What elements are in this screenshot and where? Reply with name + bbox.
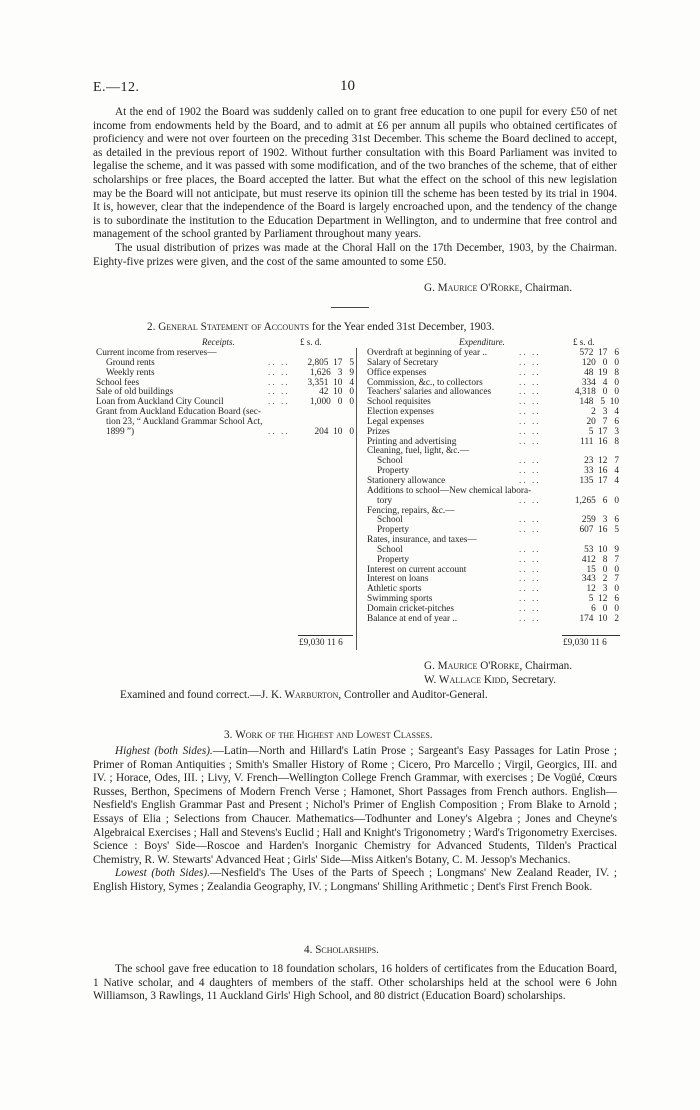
account-row-label: Balance at end of year .. bbox=[367, 613, 458, 624]
intro-signature-name: G. Maurice O'Rorke bbox=[424, 282, 520, 294]
account-row-amount: 1,265 6 0 bbox=[574, 495, 619, 506]
account-row-amount: 120 0 0 bbox=[581, 357, 619, 368]
account-row-label: School bbox=[377, 456, 403, 467]
account-row-label: Legal expenses bbox=[367, 416, 425, 427]
account-row-label: Weekly rents bbox=[106, 367, 155, 378]
account-row-label: Overdraft at beginning of year .. bbox=[367, 348, 488, 358]
account-row-label: Additions to school—New chemical labora- bbox=[367, 485, 532, 496]
accounts-heading-number: 2. bbox=[147, 321, 156, 333]
leader-dots: .. .. bbox=[519, 564, 541, 575]
expenditure-column-title: Expenditure. bbox=[459, 337, 505, 347]
intro-signature bbox=[424, 282, 572, 294]
leader-dots: .. .. bbox=[519, 367, 541, 378]
account-row-label: tion 23, “ Auckland Grammar School Act, bbox=[106, 416, 263, 427]
lowest-classes-text: —Nesfield's The Uses of the Parts of Speech ; Longmans' New Zealand Reader, IV. ; English History, Symes ; Zealandia Geography, IV. ; Longmans' Shilling Arithmetic ; Dent's First French Book. bbox=[93, 867, 618, 893]
account-row-label: Election expenses bbox=[367, 407, 434, 418]
leader-dots: .. .. bbox=[519, 515, 541, 526]
account-row-label: Stationery allowance bbox=[367, 475, 446, 486]
account-row-amount: 343 2 7 bbox=[581, 574, 619, 585]
account-row-label: Current income from reserves— bbox=[96, 348, 217, 358]
scholarships-heading-number: 4. bbox=[304, 944, 313, 956]
account-row-amount: 572 17 6 bbox=[579, 348, 619, 358]
leader-dots: .. .. bbox=[519, 377, 541, 388]
account-row-label: Commission, &c., to collectors bbox=[367, 377, 483, 388]
account-row-label: School bbox=[377, 515, 403, 526]
classes-heading bbox=[224, 729, 433, 741]
account-row-amount: 2,805 17 5 bbox=[307, 357, 354, 368]
receipts-total: £9,030 11 6 bbox=[299, 638, 343, 648]
account-row-label: Loan from Auckland City Council bbox=[96, 397, 224, 408]
leader-dots: .. .. bbox=[268, 426, 290, 437]
account-row-label: Salary of Secretary bbox=[367, 357, 439, 368]
account-row bbox=[367, 418, 619, 428]
leader-dots: .. .. bbox=[519, 525, 541, 536]
account-row-amount: 23 12 7 bbox=[584, 456, 619, 467]
scholarships-paragraph: The school gave free education to 18 foundation scholars, 16 holders of certificates from the Education Board, 1 Native scholar, and 4 daughters of members of the staff. Other scholarships held at the school were 6 John Williamson, 3 Rawlings, 11 Auckland Girls' High School, and 80 district (Education Board) scholarships. bbox=[93, 963, 617, 1003]
leader-dots: .. .. bbox=[519, 475, 541, 486]
account-row-label: Grant from Auckland Education Board (sec- bbox=[96, 407, 261, 418]
expenditure-total-rule bbox=[562, 635, 620, 636]
accounts-heading-caps: General Statement of Accounts bbox=[158, 321, 310, 333]
accounts-signature-1-role: , Chairman. bbox=[519, 660, 573, 672]
account-row-amount: 15 0 0 bbox=[586, 564, 619, 575]
classes-heading-caps: Work of the Highest and Lowest Classes. bbox=[235, 729, 433, 741]
leader-dots: .. .. bbox=[519, 544, 541, 555]
account-row-label: Prizes bbox=[367, 426, 390, 437]
account-row-amount: 111 16 8 bbox=[580, 436, 619, 447]
leader-dots: .. .. bbox=[519, 574, 541, 585]
leader-dots: .. .. bbox=[268, 377, 290, 388]
accounts-signature-1-name: G. Maurice O'Rorke bbox=[424, 660, 520, 672]
account-row-label: Printing and advertising bbox=[367, 436, 457, 447]
audit-statement-name: J. K. Warburton bbox=[261, 689, 339, 701]
leader-dots: .. .. bbox=[519, 348, 541, 358]
account-row-label: Property bbox=[377, 554, 410, 565]
intro-signature-role: , Chairman. bbox=[519, 282, 573, 294]
account-row-label: Office expenses bbox=[367, 367, 427, 378]
leader-dots: .. .. bbox=[519, 466, 541, 477]
leader-dots: .. .. bbox=[519, 436, 541, 447]
account-row-amount: 259 3 6 bbox=[581, 515, 619, 526]
audit-statement-suffix: , Controller and Auditor-General. bbox=[338, 689, 488, 701]
account-row-amount: 5 17 3 bbox=[588, 426, 619, 437]
leader-dots: .. .. bbox=[519, 554, 541, 565]
accounts-signature-2-name: W. Wallace Kidd bbox=[424, 674, 507, 686]
account-row-amount: 33 16 4 bbox=[584, 466, 619, 477]
accounts-heading bbox=[147, 321, 494, 333]
account-row-amount: 607 16 5 bbox=[579, 525, 619, 536]
highest-classes-paragraph bbox=[93, 745, 617, 867]
leader-dots: .. .. bbox=[519, 495, 541, 506]
expenditure-total: £9,030 11 6 bbox=[563, 638, 607, 648]
section-divider bbox=[331, 307, 369, 308]
highest-classes-label: Highest (both Sides). bbox=[115, 745, 213, 757]
lowest-classes-label: Lowest (both Sides). bbox=[115, 867, 210, 880]
leader-dots: .. .. bbox=[268, 397, 290, 408]
account-row-label: Swimming sports bbox=[367, 594, 433, 605]
receipts-table bbox=[96, 349, 358, 438]
account-row-amount: 148 5 10 bbox=[579, 397, 619, 408]
account-row-amount: 174 10 2 bbox=[579, 613, 619, 624]
account-row-amount: 12 3 0 bbox=[586, 584, 619, 595]
scholarships-heading bbox=[304, 944, 379, 956]
classes-heading-number: 3. bbox=[224, 729, 233, 741]
leader-dots: .. .. bbox=[519, 456, 541, 467]
account-row-label: Teachers' salaries and allowances bbox=[367, 387, 492, 398]
account-row-label: Athletic sports bbox=[367, 584, 422, 595]
account-row-label: Interest on current account bbox=[367, 564, 467, 575]
account-row-amount: 42 10 0 bbox=[319, 387, 354, 398]
leader-dots: .. .. bbox=[519, 357, 541, 368]
account-row-label: Fencing, repairs, &c.— bbox=[367, 505, 455, 516]
account-row-amount: 412 8 7 bbox=[581, 554, 619, 565]
classes-section bbox=[93, 745, 617, 895]
account-row-label: Domain cricket-pitches bbox=[367, 603, 454, 614]
account-row-label: School fees bbox=[96, 377, 140, 388]
intro-section bbox=[93, 106, 617, 269]
account-row-amount: 48 19 8 bbox=[584, 367, 619, 378]
expenditure-table bbox=[367, 349, 619, 625]
accounts-signature-2-role: , Secretary. bbox=[506, 674, 557, 686]
audit-statement bbox=[120, 689, 488, 701]
account-row-label: tory bbox=[377, 495, 392, 506]
receipts-column-title: Receipts. bbox=[202, 337, 235, 347]
account-row-amount: 3,351 10 4 bbox=[307, 377, 354, 388]
audit-statement-prefix: Examined and found correct.— bbox=[120, 689, 262, 701]
leader-dots: .. .. bbox=[519, 603, 541, 614]
account-row bbox=[367, 536, 619, 546]
leader-dots: .. .. bbox=[519, 387, 541, 398]
account-row-label: Rates, insurance, and taxes— bbox=[367, 535, 477, 546]
intro-paragraph-1: At the end of 1902 the Board was suddenly called on to grant free education to one pupil for every £50 of net income from endowments held by the Board, and to admit at £6 per annum all pupils who obtained certificates of proficiency and were not over fourteen on the preceding 31st December. This scheme the Board declined to accept, as detailed in the previous report of 1902. Without further consultation with this Board Parliament was invited to legalise the scheme, and it was passed with some modification, and of the two branches of the scheme, that of either scholarships or free places, the Board accepted the latter. But what the effect on the school of this new legislation may be the Board will not anticipate, but must reserve its opinion till the scheme has been tested by its trial in 1904. It is, however, clear that the independence of the Board is largely encroached upon, and the tendency of the change is to subordinate the institution to the Education Department in Wellington, and to undermine that free control and management of the school granted by Parliament throughout many years. bbox=[93, 106, 617, 241]
leader-dots: .. .. bbox=[519, 397, 541, 408]
account-row-label: Ground rents bbox=[106, 357, 155, 368]
accounts-signature-2 bbox=[424, 674, 556, 686]
account-row-label: Property bbox=[377, 466, 410, 477]
receipts-total-rule bbox=[298, 635, 353, 636]
account-row-label: School bbox=[377, 544, 403, 555]
account-row-amount: 204 10 0 bbox=[314, 426, 354, 437]
page-number: 10 bbox=[340, 78, 355, 94]
highest-classes-text: —Latin—North and Hillard's Latin Prose ; Sargeant's Easy Passages for Latin Prose ; Primer of Roman Antiquities ; Smith's Smaller History of Rome ; Cicero, Pro Marcello ; Virgil, Georgics, III. and IV. ; Horace, Odes, III. ; Livy, V. French—Wellington College French Grammar, with exercises ; De Vogüé, Cœurs Russes, Berthon, Specimens of Modern French Verse ; Hamonet, Short Passages from French authors. English—Nesfield's English Grammar Past and Present ; Nichol's Primer of English Composition ; From Blake to Arnold ; Essays of Elia ; Selections from Chaucer. Mathematics—Todhunter and Loney's Algebra ; Jones and Cheyne's Algebraical Exercises ; Hall and Stevens's Euclid ; Hall and Knight's Trigonometry ; Ward's Trigonometry Exercises. Science : Boys' Side—Roscoe and Harden's Inorganic Chemistry for Advanced Students, Tilden's Practical Chemistry, R. W. Stewarts' Advanced Heat ; Girls' Side—Miss Aitken's Botany, C. M. Jessop's Mechanics. bbox=[93, 745, 617, 866]
account-row-amount: 135 17 4 bbox=[579, 475, 619, 486]
account-row bbox=[367, 447, 619, 457]
account-row-amount: 5 12 6 bbox=[588, 594, 619, 605]
leader-dots: .. .. bbox=[519, 426, 541, 437]
leader-dots: .. .. bbox=[519, 613, 541, 624]
account-row-amount: 20 7 6 bbox=[586, 416, 619, 427]
lowest-classes-paragraph bbox=[93, 867, 617, 894]
account-row bbox=[96, 428, 358, 438]
account-row-amount: 1,000 0 0 bbox=[309, 397, 354, 408]
account-row-amount: 1,626 3 9 bbox=[309, 367, 354, 378]
account-row-amount: 2 3 4 bbox=[591, 407, 619, 418]
account-row-amount: 334 4 0 bbox=[581, 377, 619, 388]
leader-dots: .. .. bbox=[268, 367, 290, 378]
leader-dots: .. .. bbox=[519, 594, 541, 605]
account-row bbox=[367, 615, 619, 625]
account-row-label: Cleaning, fuel, light, &c.— bbox=[367, 446, 469, 457]
accounts-heading-rest: for the Year ended 31st December, 1903. bbox=[311, 321, 495, 333]
account-row-label: Sale of old buildings bbox=[96, 387, 174, 398]
account-row-label: Property bbox=[377, 525, 410, 536]
accounts-signature-1 bbox=[424, 660, 572, 672]
account-row-amount: 6 0 0 bbox=[591, 603, 619, 614]
leader-dots: .. .. bbox=[519, 584, 541, 595]
expenditure-currency-header: £ s. d. bbox=[573, 337, 595, 347]
account-row-label: 1899 ”) bbox=[106, 426, 135, 437]
scholarships-section bbox=[93, 963, 617, 1004]
receipts-currency-header: £ s. d. bbox=[300, 337, 322, 347]
account-row-label: School requisites bbox=[367, 397, 431, 408]
account-row-label: Interest on loans bbox=[367, 574, 429, 585]
intro-paragraph-2: The usual distribution of prizes was made at the Choral Hall on the 17th December, 1903, by the Chairman. Eighty-five prizes were given, and the cost of the same amounted to some £50. bbox=[93, 241, 617, 268]
account-row-amount: 53 10 9 bbox=[584, 544, 619, 555]
leader-dots: .. .. bbox=[519, 407, 541, 418]
scholarships-heading-caps: Scholarships. bbox=[315, 944, 379, 956]
page-reference: E.—12. bbox=[93, 80, 140, 95]
account-row-amount: 4,318 0 0 bbox=[574, 387, 619, 398]
leader-dots: .. .. bbox=[519, 416, 541, 427]
leader-dots: .. .. bbox=[268, 387, 290, 398]
leader-dots: .. .. bbox=[268, 357, 290, 368]
